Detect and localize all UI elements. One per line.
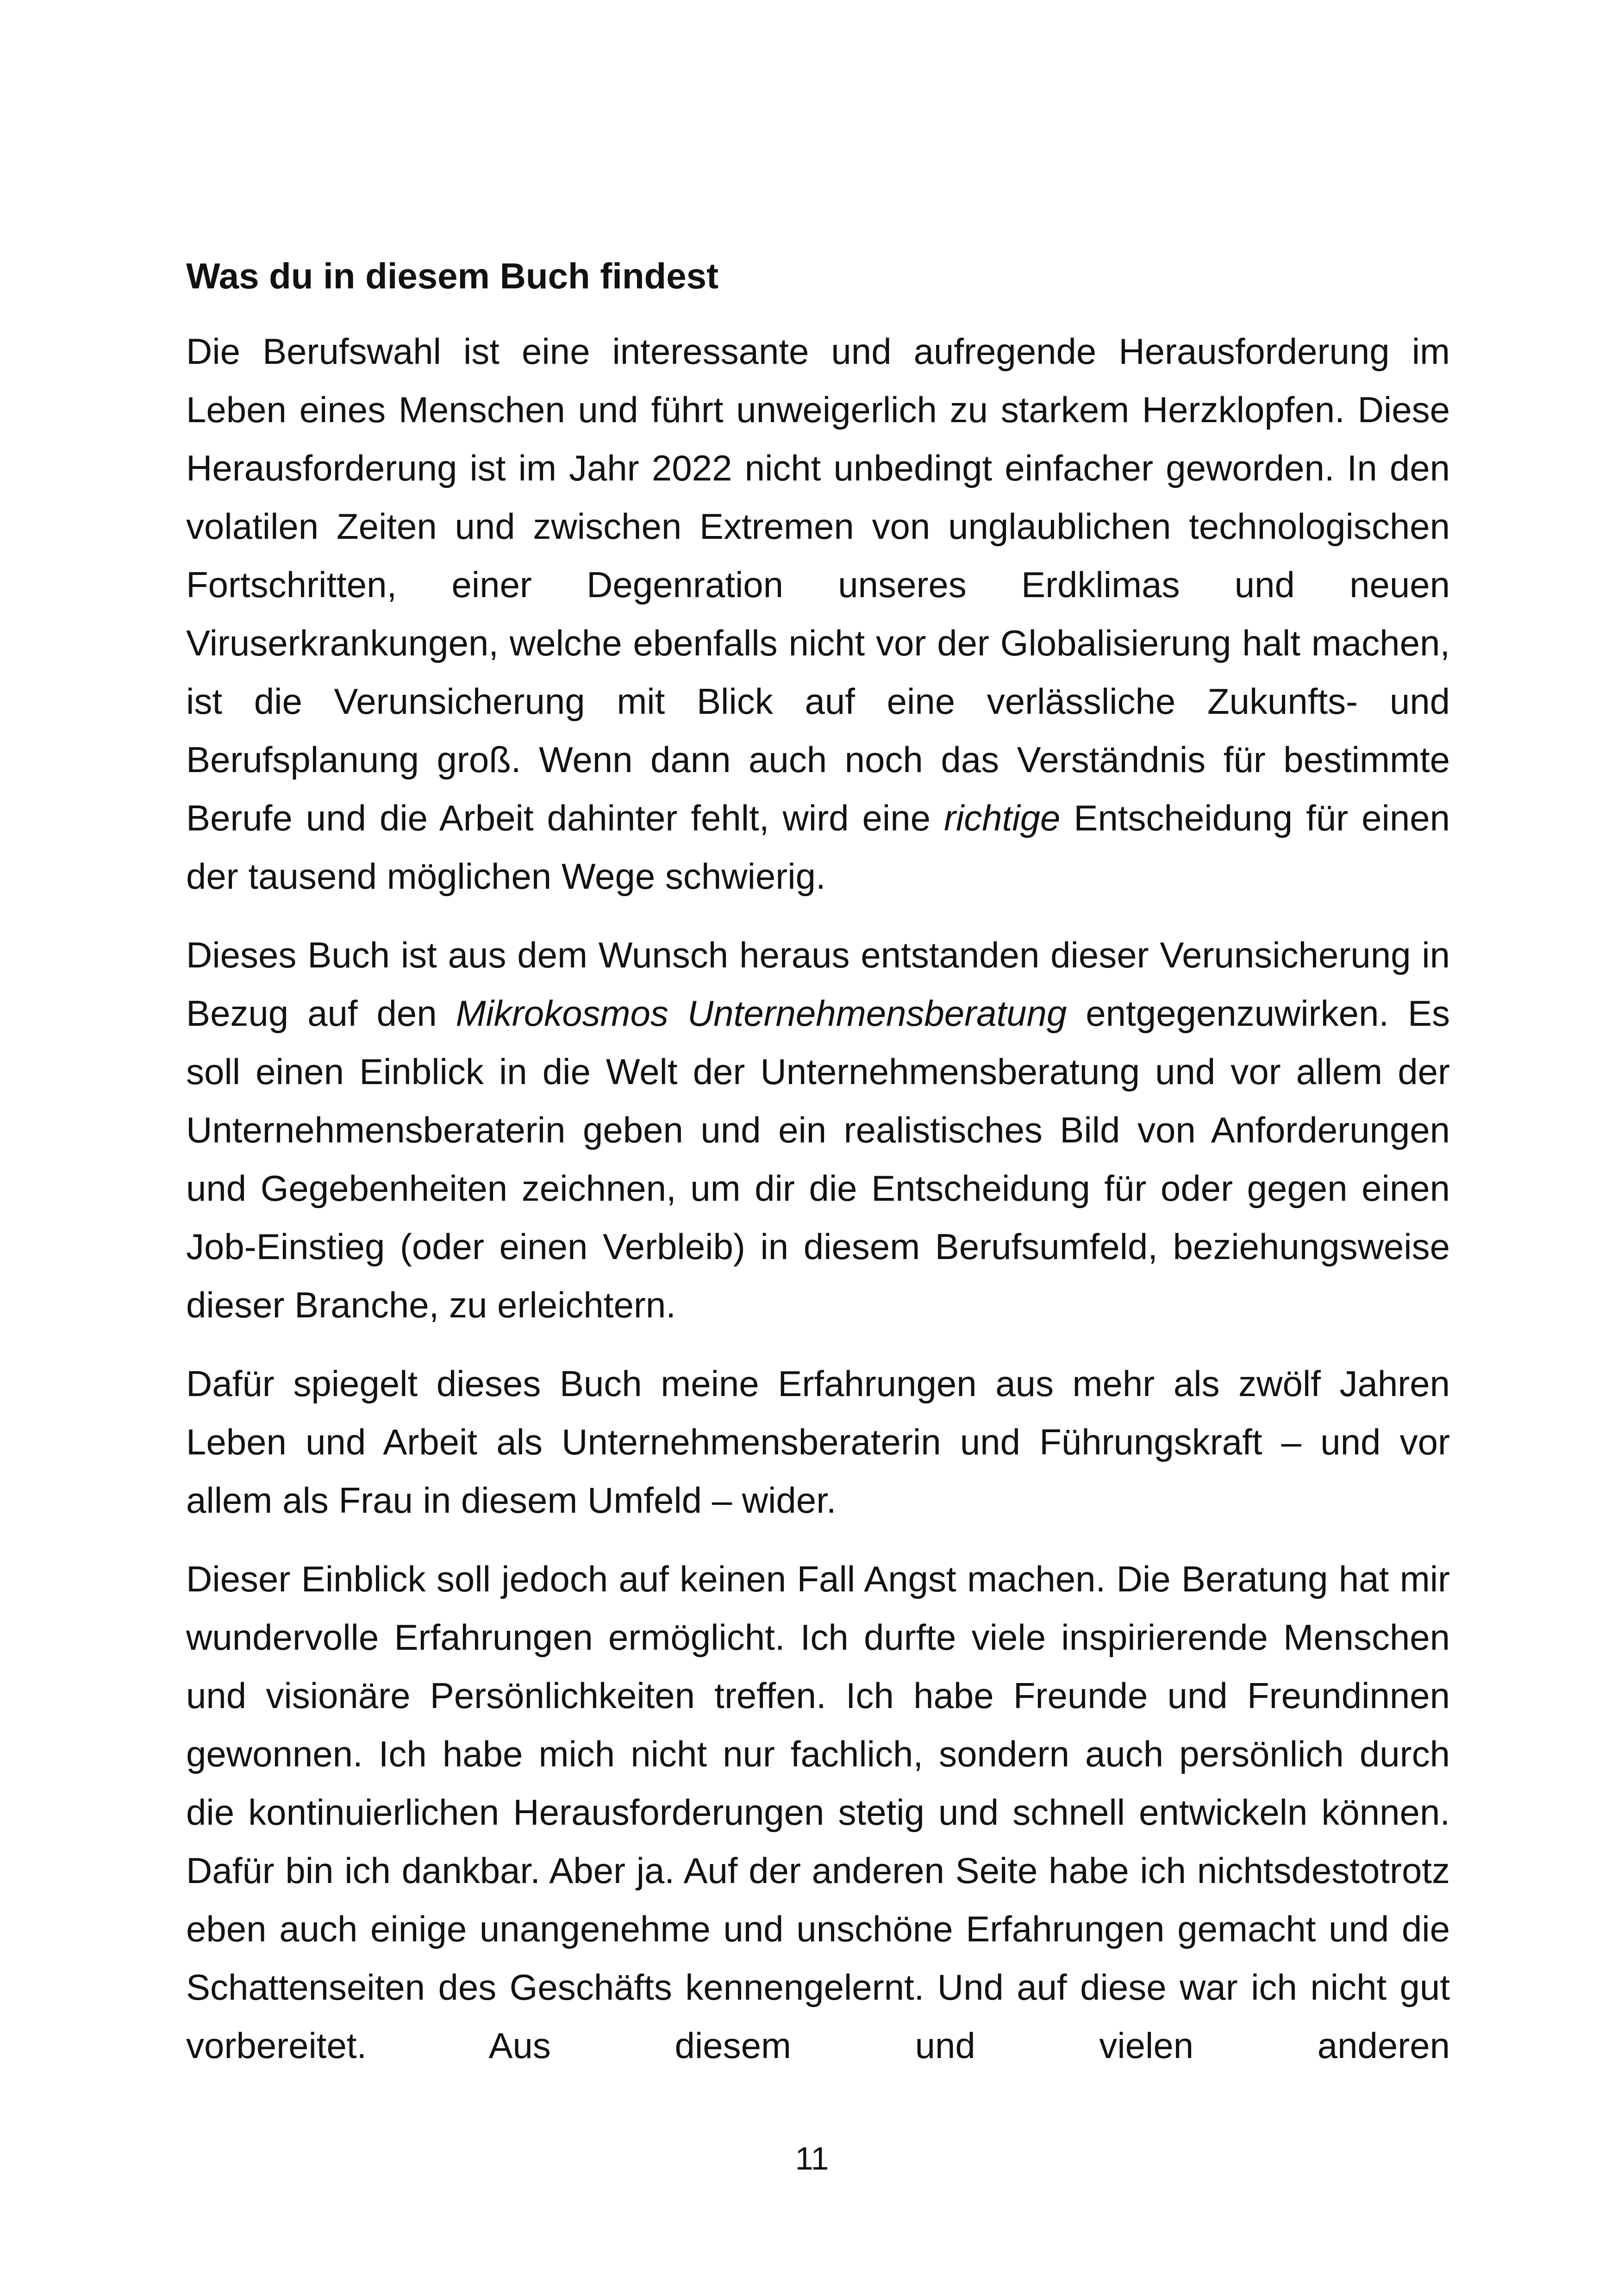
paragraph-2-text-b: entgegenzuwirken. Es soll einen Einblick in die Welt der Unternehmensberatung und vor allem der Unternehmensberaterin geben und ein realistisches Bild von Anforderungen und Gegebenheiten zeichnen, um dir die Entscheidung für oder gegen einen Job-Einstieg (oder einen Verbleib) in diesem Berufsumfeld, beziehungsweise dieser Branche, zu erleichtern. xyxy=(186,993,1450,1325)
page-content xyxy=(186,250,1450,2095)
paragraph-1-emphasis: richtige xyxy=(943,798,1061,838)
paragraph-4: Dieser Einblick soll jedoch auf keinen Fall Angst machen. Die Beratung hat mir wundervolle Erfahrungen ermöglicht. Ich durfte viele inspirierende Menschen und visionäre Persönlichkeiten treffen. Ich habe Freunde und Freundinnen gewonnen. Ich habe mich nicht nur fachlich, sondern auch persönlich durch die kontinuierlichen Herausforderungen stetig und schnell entwickeln können. Dafür bin ich dankbar. Aber ja. Auf der anderen Seite habe ich nichtsdestotrotz eben auch einige unangenehme und unschöne Erfahrungen gemacht und die Schattenseiten des Geschäfts kennengelernt. Und auf diese war ich nicht gut vorbereitet. Aus diesem und vielen anderen xyxy=(186,1559,1450,2066)
paragraph-2-text-a: Dieses Buch ist aus dem Wunsch heraus entstanden dieser Verunsicherung in Bezug auf den xyxy=(186,935,1450,1034)
paragraph-1-text-b: Entscheidung für einen der tausend möglichen Wege schwierig. xyxy=(186,798,1450,897)
paragraph-1 xyxy=(186,322,1450,905)
paragraph-3: Dafür spiegelt dieses Buch meine Erfahrungen aus mehr als zwölf Jahren Leben und Arbeit als Unternehmensberaterin und Führungskraft – und vor allem als Frau in diesem Umfeld – wider. xyxy=(186,1363,1450,1521)
paragraph-1-text-a: Die Berufswahl ist eine interessante und aufregende Herausforderung im Leben eines Menschen und führt unweigerlich zu starkem Herzklopfen. Diese Herausforderung ist im Jahr 2022 nicht unbedingt einfacher geworden. In den volatilen Zeiten und zwischen Extremen von unglaublichen technologischen Fortschritten, einer Degenration unseres Erdklimas und neuen Viruserkrankungen, welche ebenfalls nicht vor der Globalisierung halt machen, ist die Verunsicherung mit Blick auf eine verlässliche Zukunfts- und Berufsplanung groß. Wenn dann auch noch das Verständnis für bestimmte Berufe und die Arbeit dahinter fehlt, wird eine xyxy=(186,331,1450,838)
paragraph-2 xyxy=(186,926,1450,1334)
section-heading: Was du in diesem Buch findest xyxy=(186,256,718,296)
paragraph-2-emphasis: Mikrokosmos Unternehmensberatung xyxy=(456,993,1067,1034)
page-number: 11 xyxy=(795,2140,829,2177)
